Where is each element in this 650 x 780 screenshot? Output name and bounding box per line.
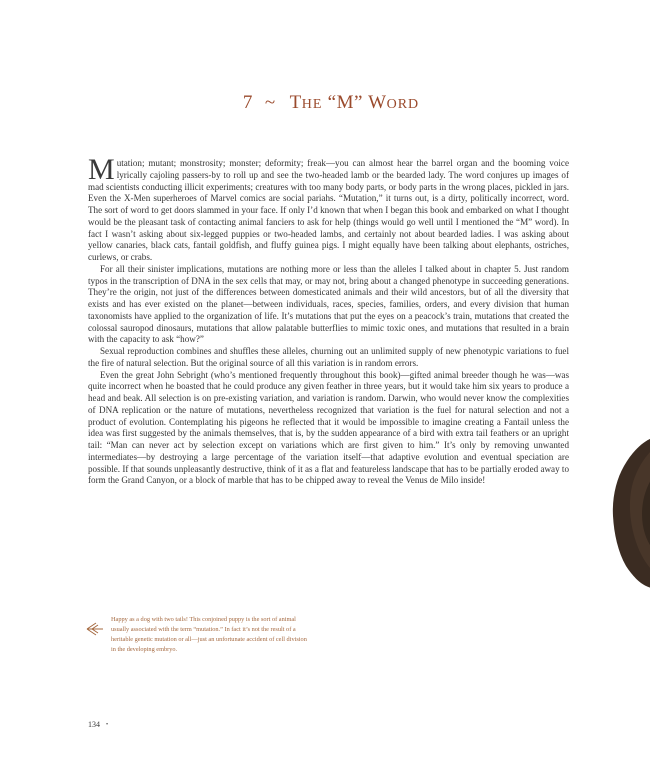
- title-rest-he: HE: [301, 97, 323, 112]
- body-paragraph-2: For all their sinister implications, mutations are nothing more or less than the alleles I talked about in chapter 5. Just random typos in the transcription of DNA in the sex cells that may, or may not, bring about a changed phenotype in succeeding generations. They’re the origin, not just of the differences between domesticated animals and their wild ancestors, but of all the diversity that exists and has ever existed on the planet—between individuals, races, species, families, orders, and every division that human taxonomists have applied to the organization of life. It’s mutations that put the eyes on a peacock’s train, mutations that created the colossal sauropod dinosaurs, mutations that allow palatable butterflies to mimic toxic ones, and mutations that resulted in a brain with the capacity to ask “how?”: [88, 263, 569, 345]
- paragraph-1-text: utation; mutant; monstrosity; monster; deformity; freak—you can almost hear the barrel organ and the booming voice lyrically cajoling passers-by to roll up and see the two-headed lamb or the bearded lady. The word conjures up images of mad scientists conducting illicit experiments; creatures with too many body parts, or body parts in the wrong places, pickled in jars. Even the X-Men superheroes of Marvel comics are social pariahs. “Mutation,” it turns out, is a dirty, politically incorrect, word. The sort of word to get doors slammed in your face. If only I’d known that when I began this book and embarked on what I thought would be the pleasant task of contacting animal fanciers to ask for help (things would go well until I mentioned the “M” word). In fact I wasn’t asking about six-legged puppies or two-headed lambs, and certainly not about bearded ladies. I was asking about yellow canaries, black cats, fantail goldfish, and fluffy guinea pigs. I might equally have been talking about elephants, ostriches, curlews, or crabs.: [88, 158, 569, 262]
- chapter-separator: ~: [264, 92, 276, 113]
- title-cap-w: W: [368, 92, 387, 113]
- title-cap-t: T: [289, 92, 302, 113]
- body-paragraph-1: [88, 153, 569, 264]
- body-paragraph-3: Sexual reproduction combines and shuffles these alleles, churning out an unlimited supply of new phenotypic variations to fuel the fire of natural selection. But the original source of all this variation is in random errors.: [88, 346, 569, 368]
- page-footer: [88, 720, 108, 729]
- title-quoted-m: “M”: [327, 92, 363, 113]
- drop-cap: M: [88, 153, 115, 186]
- footer-bullet: •: [106, 722, 109, 729]
- caption-pointer-arrow-icon: [86, 622, 104, 636]
- photo-caption: Happy as a dog with two tails! This conjoined puppy is the sort of animal usually associated with the term “mutation.” In fact it’s not the result of a heritable genetic mutation or all—just an unfortunate accident of cell division in the developing embryo.: [111, 616, 307, 653]
- chapter-heading: [0, 92, 650, 114]
- title-rest-ord: ORD: [386, 97, 420, 112]
- chapter-body: [88, 153, 569, 487]
- chapter-number: 7: [242, 92, 253, 113]
- body-paragraph-4: Even the great John Sebright (who’s mentioned frequently throughout this book)—gifted animal breeder though he was—was quite incorrect when he boasted that he could produce any given feather in three years, but it would take him six years to produce a head and beak. All selection is on pre-existing variation, and variation is random. Darwin, who would never know the complexities of DNA replication or the nature of mutations, nevertheless recognized that variation is the fuel for natural selection and not a product of evolution. Contemplating his pigeons he reflected that it would be impossible to imagine creating a Fantail unless the idea was first suggested by the animals themselves, that is, by the sudden appearance of a bird with extra tail feathers or an upright tail: “Man can never act by selection except on variations which are first given to him.” It’s only by removing unwanted intermediates—by destroying a large percentage of the variation itself—that adaptive evolution and eventual speciation are possible. If that sounds unpleasantly destructive, think of it as a flat and featureless landscape that has to be partially eroded away to form the Grand Canyon, or a block of marble that has to be chipped away to reveal the Venus de Milo inside!: [88, 369, 569, 486]
- page-number: 134: [88, 720, 100, 729]
- puppy-photo-fragment: [612, 438, 650, 588]
